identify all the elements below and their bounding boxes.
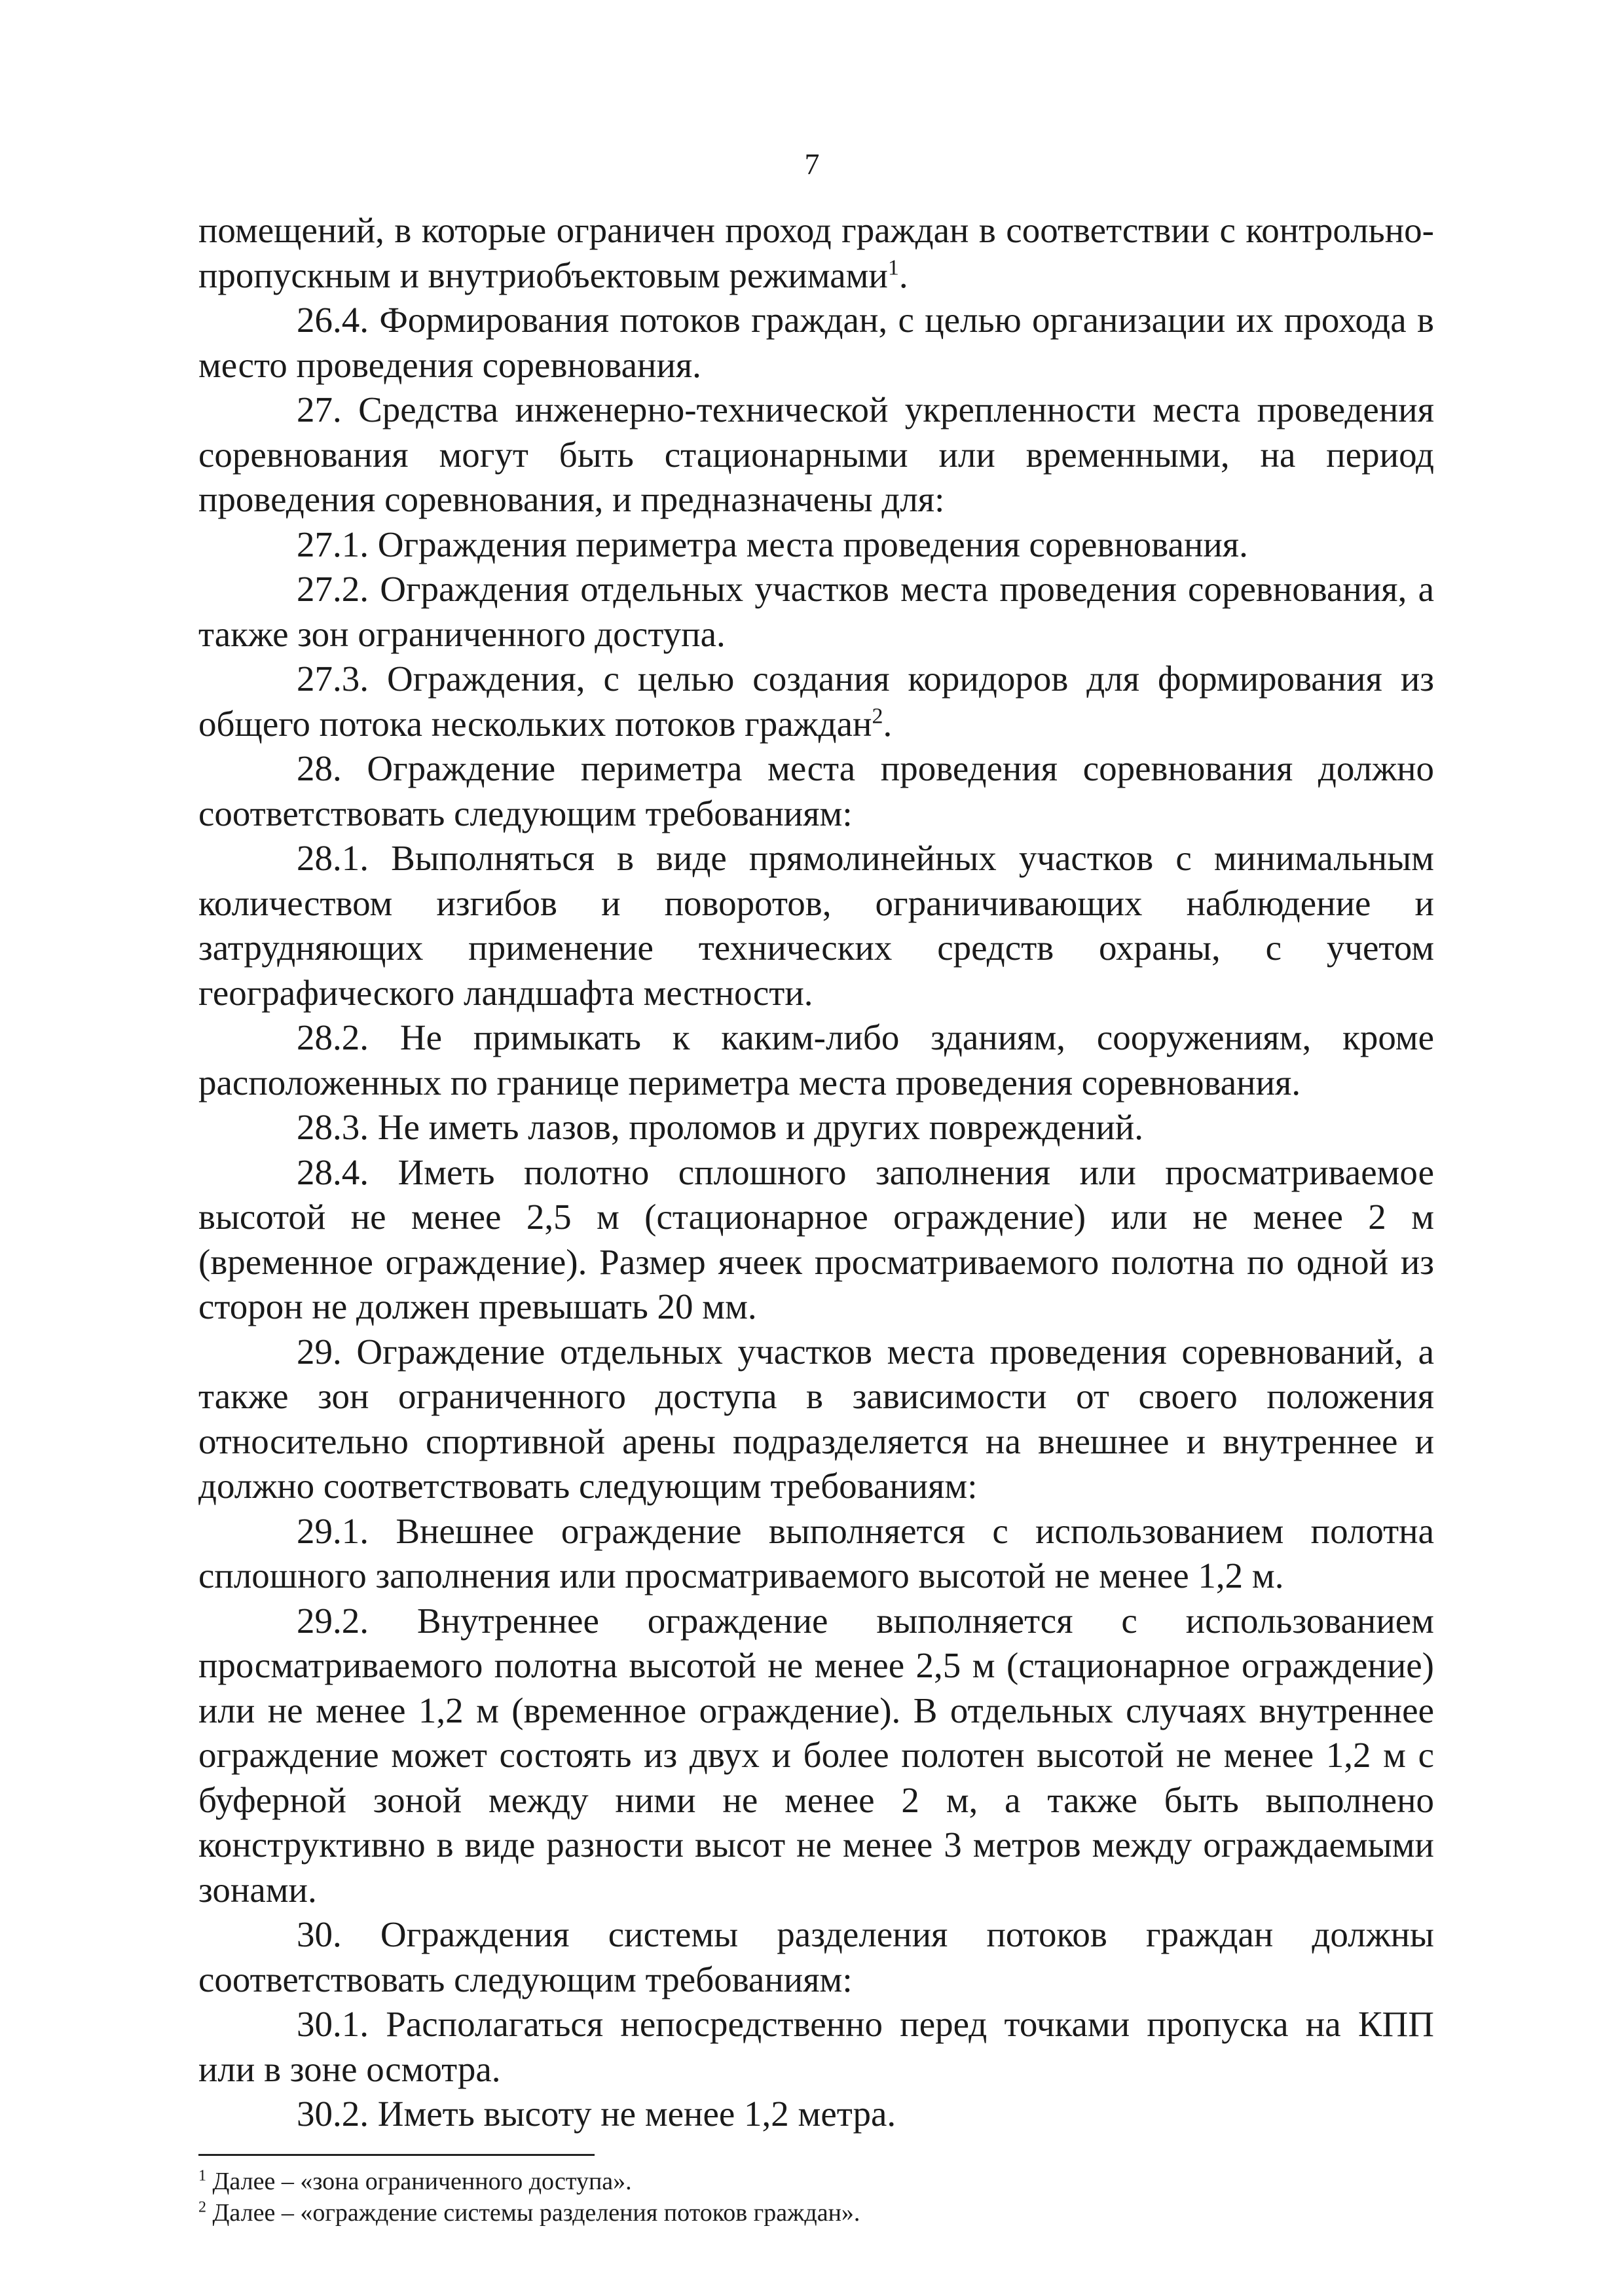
paragraph-text: 28.1. Выполняться в виде прямолинейных участков с минимальным количеством изгибов и поворотов, ограничивающих наблюдение и затрудняющих применение технических средств охраны, с учетом географического ландшафта местности. <box>198 838 1434 1013</box>
footnote <box>198 2166 1434 2197</box>
paragraph <box>198 298 1434 388</box>
paragraph <box>198 836 1434 1015</box>
paragraph-text: 29.2. Внутреннее ограждение выполняется с использованием просматриваемого полотна высотой не менее 2,5 м (стационарное ограждение) или не менее 1,2 м (временное ограждение). В отдельных случаях внутреннее ограждение может состоять из двух и более полотен высотой не менее 1,2 м с буферной зоной между ними не менее 2 м, а также быть выполнено конструктивно в виде разности высот не менее 3 метров между ограждаемыми зонами. <box>198 1600 1434 1910</box>
paragraph-text: 29. Ограждение отдельных участков места проведения соревнований, а также зон ограниченного доступа в зависимости от своего положения относительно спортивной арены подразделяется на внешнее и внутреннее и должно соответствовать следующим требованиям: <box>198 1331 1434 1506</box>
paragraph <box>198 208 1434 298</box>
paragraph-tail: . <box>898 255 908 295</box>
paragraph-text: 30.1. Располагаться непосредственно перед точками пропуска на КПП или в зоне осмотра. <box>198 2004 1434 2089</box>
paragraph <box>198 1509 1434 1599</box>
footnote-text: Далее – «зона ограниченного доступа». <box>206 2168 632 2195</box>
footnotes <box>198 2166 1434 2229</box>
page-number: 7 <box>804 147 820 181</box>
paragraph-text: 28. Ограждение периметра места проведения соревнования должно соответствовать следующим требованиям: <box>198 748 1434 833</box>
paragraph <box>198 1912 1434 2002</box>
paragraph-text: 30.2. Иметь высоту не менее 1,2 метра. <box>297 2094 896 2134</box>
footnote-text: Далее – «ограждение системы разделения потоков граждан». <box>206 2199 860 2227</box>
paragraph <box>198 746 1434 836</box>
paragraph <box>198 1599 1434 1913</box>
paragraph-text: 26.4. Формирования потоков граждан, с целью организации их прохода в место проведения соревнования. <box>198 300 1434 385</box>
paragraph-tail: . <box>883 703 893 744</box>
footnote-divider <box>198 2154 595 2156</box>
paragraph-text: 28.2. Не примыкать к каким-либо зданиям, сооружениям, кроме расположенных по границе периметра места проведения соревнования. <box>198 1017 1434 1102</box>
paragraph <box>198 2002 1434 2092</box>
paragraph-text: 30. Ограждения системы разделения потоков граждан должны соответствовать следующим требованиям: <box>198 1914 1434 1999</box>
paragraph-text: помещений, в которые ограничен проход граждан в соответствии с контрольно-пропускным и внутриобъектовым режимами <box>198 210 1434 295</box>
paragraph <box>198 1150 1434 1330</box>
paragraph <box>198 1015 1434 1105</box>
footnote <box>198 2197 1434 2229</box>
paragraph <box>198 2092 1434 2137</box>
paragraph <box>198 1105 1434 1150</box>
paragraph-text: 27.3. Ограждения, с целью создания коридоров для формирования из общего потока нескольких потоков граждан <box>198 659 1434 744</box>
paragraph-text: 28.4. Иметь полотно сплошного заполнения или просматриваемое высотой не менее 2,5 м (стационарное ограждение) или не менее 2 м (временное ограждение). Размер ячеек просматриваемого полотна по одной из сторон не должен превышать 20 мм. <box>198 1152 1434 1326</box>
paragraph-text: 29.1. Внешнее ограждение выполняется с использованием полотна сплошного заполнения или просматриваемого высотой не менее 1,2 м. <box>198 1510 1434 1595</box>
footnote-mark: 1 <box>198 2167 206 2185</box>
paragraph <box>198 388 1434 522</box>
paragraph <box>198 522 1434 568</box>
paragraph-text: 27. Средства инженерно-технической укрепленности места проведения соревнования могут быть стационарными или временными, на период проведения соревнования, и предназначены для: <box>198 390 1434 519</box>
document-body <box>198 208 1434 2137</box>
paragraph-text: 27.2. Ограждения отдельных участков места проведения соревнования, а также зон ограниченного доступа. <box>198 569 1434 654</box>
footnote-ref: 1 <box>887 255 899 280</box>
paragraph <box>198 1330 1434 1509</box>
paragraph <box>198 567 1434 657</box>
paragraph <box>198 657 1434 746</box>
footnote-ref: 2 <box>872 704 883 729</box>
footnote-mark: 2 <box>198 2198 206 2216</box>
paragraph-text: 27.1. Ограждения периметра места проведения соревнования. <box>297 524 1248 564</box>
paragraph-text: 28.3. Не иметь лазов, проломов и других повреждений. <box>297 1107 1143 1147</box>
